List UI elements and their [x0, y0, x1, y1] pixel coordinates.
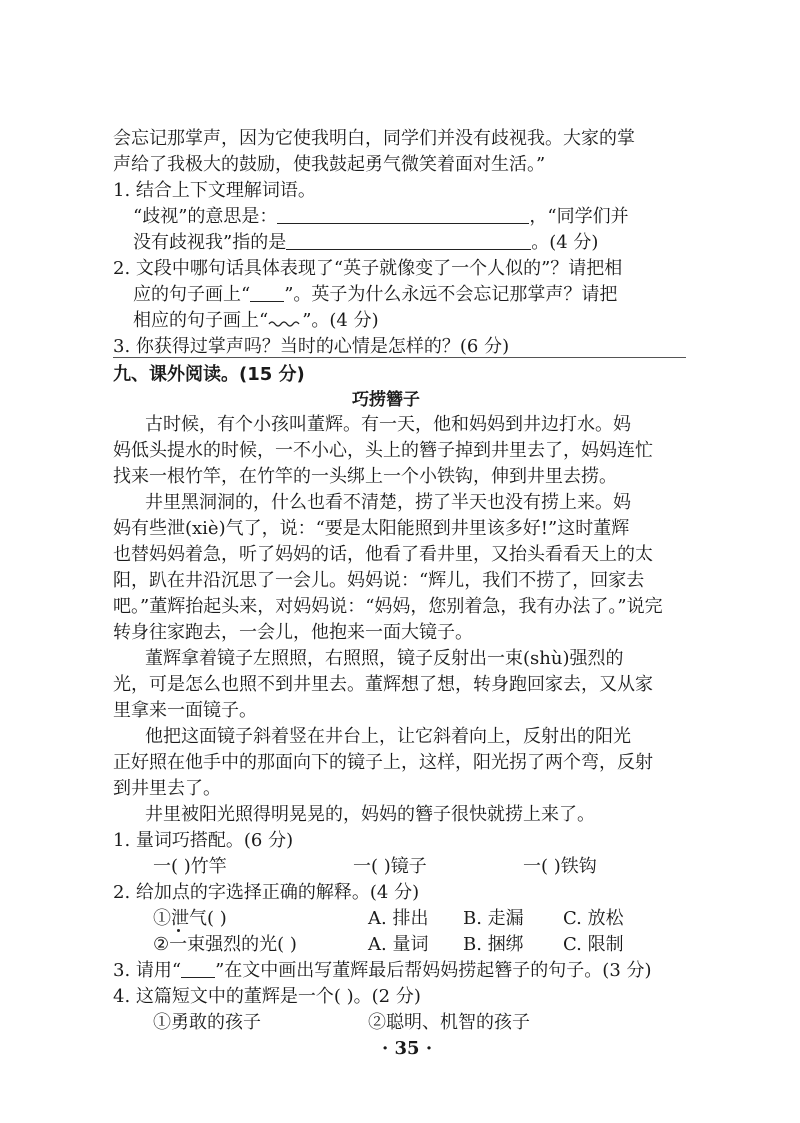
question-text: 没有歧视我”指的是 [133, 232, 287, 253]
passage-line: 阳，趴在井沿沉思了一会儿。妈妈说：“辉儿，我们不捞了，回家去 [113, 570, 645, 591]
question-1-line [133, 230, 598, 256]
choice-option-c[interactable]: C. 放松 [563, 908, 624, 929]
passage-line: 井里被阳光照得明晃晃的，妈妈的簪子很快就捞上来了。 [145, 804, 595, 825]
passage-line: 井里黑洞洞的，什么也看不清楚，捞了半天也没有捞上来。妈 [145, 492, 631, 513]
choice-label[interactable]: ①泄气( ) [153, 908, 227, 929]
passage-line: 也替妈妈着急，听了妈妈的话，他看了看井里，又抬头看看天上的太 [113, 544, 653, 565]
question-3 [113, 958, 652, 984]
passage-line: 里拿来一面镜子。 [113, 700, 257, 721]
question-text: 应的句子画上“ [133, 284, 251, 305]
answer-option[interactable]: ②聪明、机智的孩子 [368, 1012, 530, 1033]
question-2-title: 2. 给加点的字选择正确的解释。(4 分) [113, 882, 420, 903]
choice-option-a[interactable]: A. 量词 [368, 934, 429, 955]
choice-option-c[interactable]: C. 限制 [563, 934, 624, 955]
section-divider [113, 357, 686, 358]
passage-line: 他把这面镜子斜着竖在井台上，让它斜着向上，反射出的阳光 [145, 726, 631, 747]
question-text: ，“同学们并 [529, 206, 629, 227]
question-1-title: 1. 结合上下文理解词语。 [113, 180, 316, 201]
question-2-line [133, 282, 617, 308]
choice-label[interactable] [153, 932, 297, 958]
question-text: 。(4 分) [531, 232, 599, 253]
section-heading: 九、课外阅读。(15 分) [113, 364, 305, 385]
passage-line: 到井里去了。 [113, 778, 221, 799]
question-text: “歧视”的意思是： [133, 206, 278, 227]
passage-line: 正好照在他手中的那面向下的镜子上，这样，阳光拐了两个弯，反射 [113, 752, 653, 773]
question-1-title: 1. 量词巧搭配。(6 分) [113, 830, 294, 851]
passage-title: 巧捞簪子 [352, 390, 420, 410]
underline-mark-icon [181, 959, 215, 978]
answer-blank[interactable] [277, 205, 529, 224]
question-2-line [133, 308, 379, 334]
choice-option-b[interactable]: B. 走漏 [463, 908, 524, 929]
question-4: 4. 这篇短文中的董辉是一个( )。(2 分) [113, 986, 421, 1007]
passage-line: 找来一根竹竿，在竹竿的一头绑上一个小铁钩，伸到井里去捞。 [113, 466, 617, 487]
measure-word-item[interactable]: 一( )铁钩 [523, 856, 597, 877]
passage-line: 声给了我极大的鼓励，使我鼓起勇气微笑着面对生活。” [113, 154, 546, 175]
passage-line: 会忘记那掌声，因为它使我明白，同学们并没有歧视我。大家的掌 [113, 128, 635, 149]
question-1-line [133, 204, 629, 230]
choice-number: ② [153, 934, 170, 955]
question-text: 相应的句子画上“ [133, 310, 269, 331]
passage-line: 古时候，有个小孩叫董辉。有一天，他和妈妈到井边打水。妈 [145, 414, 631, 435]
question-text: ”在文中画出写董辉最后帮妈妈捞起簪子的句子。(3 分) [215, 960, 652, 981]
answer-option[interactable]: ①勇敢的孩子 [153, 1012, 261, 1033]
wavy-line-icon [268, 319, 302, 329]
measure-word-item[interactable]: 一( )镜子 [353, 856, 427, 877]
answer-blank[interactable] [286, 231, 531, 250]
measure-word-item[interactable]: 一( )竹竿 [153, 856, 227, 877]
passage-line: 董辉拿着镜子左照照，右照照，镜子反射出一束(shù)强烈的 [145, 648, 624, 669]
question-2-line: 2. 文段中哪句话具体表现了“英子就像变了一个人似的”？请把相 [113, 258, 623, 279]
dotted-character: 一 [169, 932, 187, 958]
underline-mark-icon [250, 283, 284, 302]
choice-option-b[interactable]: B. 捆绑 [463, 934, 524, 955]
question-text: ”。(4 分) [302, 310, 379, 331]
passage-line: 妈有些泄(xiè)气了，说：“要是太阳能照到井里该多好!”这时董辉 [113, 518, 630, 539]
passage-line: 吧。”董辉抬起头来，对妈妈说：“妈妈，您别着急，我有办法了。”说完 [113, 596, 663, 617]
passage-line: 转身往家跑去，一会儿，他抱来一面大镜子。 [113, 622, 473, 643]
choice-option-a[interactable]: A. 排出 [368, 908, 429, 929]
question-text: 3. 请用“ [113, 960, 182, 981]
passage-line: 光，可是怎么也照不到井里去。董辉想了想，转身跑回家去，又从家 [113, 674, 653, 695]
question-text: ”。英子为什么永远不会忘记那掌声？请把 [284, 284, 618, 305]
question-3: 3. 你获得过掌声吗？当时的心情是怎样的？(6 分) [113, 336, 510, 357]
passage-line: 妈低头提水的时候，一不小心，头上的簪子掉到井里去了，妈妈连忙 [113, 440, 653, 461]
page-number: · 35 · [382, 1038, 433, 1059]
choice-text: 束强烈的光( ) [187, 934, 297, 955]
